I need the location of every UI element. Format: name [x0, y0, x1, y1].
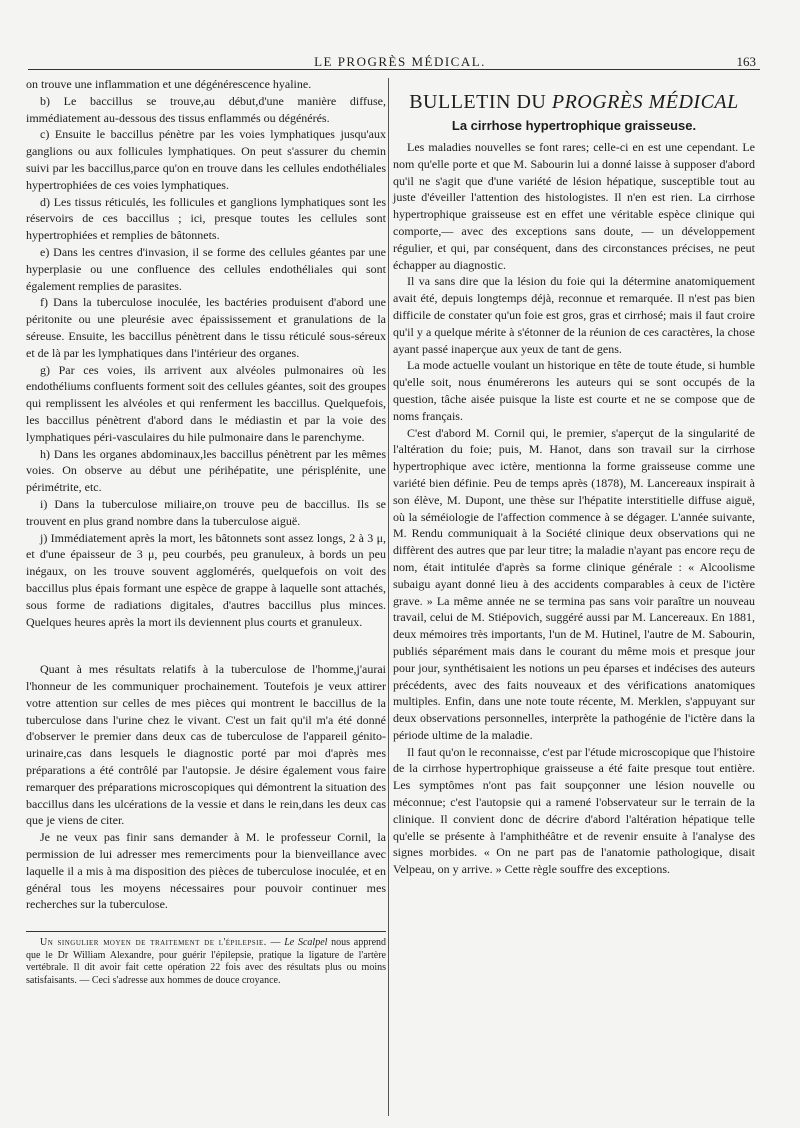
paragraph: j) Immédiatement après la mort, les bâtonnets sont assez longs, 2 à 3 μ, et d'une épaisseur de 3 μ, peu courbés, peu granuleux, à bords un peu inégaux, on les trouve souvent agglomérés, quelquefois on voit des baccillus plus épais formant une espèce de grappe à laquelle sont attachés, sous forme de radiations digitales, d'autres baccillus plus minces. Quelques heures après la mort ils deviennent plus courts et granuleux.	[26, 530, 386, 629]
paragraph: C'est d'abord M. Cornil qui, le premier, s'aperçut de la singularité de l'altération du foie; puis, M. Hanot, dans son travail sur la cirrhose hypertrophique avec ictère, mentionna la forme graisseuse comme une variété bien définie. Peu de temps après (1878), M. Lancereaux inspirait à son élève, M. Dupont, une thèse sur l'hépatite interstitielle diffuse aiguë, où la séméiologie de l'affection commence à se dégager. L'année suivante, M. Rendu communiquait à la Société clinique deux observations qui ne diffèrent des autres que par leur titre; la maladie n'ayant pas encore reçu de nom, était intitulée d'après sa forme clinique générale : « Alcoolisme subaigu ayant donné lieu à des accidents comparables à ceux de l'ictère grave. » La même année ne se termina pas sans voir paraître un nouveau travail, celui de M. Stiépovich, suggéré aussi par M. Lancereaux. En 1881, deux mémoires très importants, l'un de M. Hutinel, l'autre de M. Sabourin, publiés séparément mais dans le courant du même mois et presque jour pour jour, synthétisaient les notions un peu éparses et indécises des auteurs précédents, avec des faits nouveaux et des vérifications anatomiques multiples. Enfin, dans une note toute récente, M. Merklen, s'appuyant sur deux observations personnelles, interprète la pathogénie de l'ictère dans la période ultime de la maladie.	[393, 425, 755, 742]
bulletin-heading-plain: BULLETIN DU	[409, 91, 547, 113]
paragraph: i) Dans la tuberculose miliaire,on trouve peu de baccillus. Ils se trouvent en plus grand nombre dans la tuberculose aiguë.	[26, 496, 386, 528]
paragraph: e) Dans les centres d'invasion, il se forme des cellules géantes par une hyperplasie ou une confluence des cellules endothéliales qui sont également remplies de parasites.	[26, 244, 386, 293]
footnote-dash: —	[270, 937, 281, 949]
bulletin-heading-italic: PROGRÈS MÉDICAL	[551, 91, 739, 113]
paragraph: Je ne veux pas finir sans demander à M. le professeur Cornil, la permission de lui adresser mes remerciments pour la bienveillance avec laquelle il a mis à ma disposition des pièces de tuberculose inoculée, et en général tous les moyens nécessaires pour pouvoir continuer mes recherches sur la tuberculose.	[26, 830, 386, 912]
footnote-title: Un singulier moyen de traitement de l'épilepsie.	[40, 937, 267, 949]
paragraph: Il va sans dire que la lésion du foie qui la détermine anatomiquement avait été, depuis longtemps déjà, reconnue et remarquée. Il n'est pas bien difficile de constater qu'un foie est gros, gras et cirrhosé; mais il faut croire qu'il y a quelque mérite à s'étonner de la réunion de ces caractères, la chose ayant passé inaperçue aux yeux de tant de gens.	[393, 274, 755, 356]
paragraph: La mode actuelle voulant un historique en tête de toute étude, si humble qu'elle soit, nous énumérerons les auteurs qui se sont occupés de la question, tâche aisée puisque la liste est courte et ne se compose que de noms français.	[393, 358, 755, 423]
paragraph: d) Les tissus réticulés, les follicules et ganglions lymphatiques sont les réservoirs de ces baccillus ; ici, presque toutes les cellules sont hypertrophiées et remplies de bâtonnets.	[26, 194, 386, 243]
page-number: 163	[736, 54, 756, 69]
footnote-source: Le Scalpel	[284, 937, 328, 949]
article-title: La cirrhose hypertrophique graisseuse.	[451, 118, 697, 133]
column-divider	[388, 78, 389, 1116]
paragraph: g) Par ces voies, ils arrivent aux alvéoles pulmonaires où les endothéliums confluents forment soit des cellules géantes, soit des groupes qui remplissent les alvéoles et qui renferment les baccillus. Quelquefois, les baccillus pénètrent d'abord dans le médiastin et par la voie des lymphatiques péri-vasculaires du hile pulmonaire dans le parenchyme.	[26, 362, 386, 444]
paragraph: on trouve une inflammation et une dégénérescence hyaline.	[26, 77, 312, 91]
paragraph: b) Le baccillus se trouve,au début,d'une manière diffuse, immédiatement au-dessous des tissus enflammés ou dégénérés.	[26, 93, 386, 125]
paragraph: Il faut qu'on le reconnaisse, c'est par l'étude microscopique que l'histoire de la cirrhose hypertrophique graisseuse a été faite presque tout entière. Les symptômes n'ont pas fait soupçonner une lésion nouvelle ou méconnue; c'est l'autopsie qui a ramené l'observateur sur le terrain de la clinique. Il convient donc de décrire d'abord l'altération hépatique telle qu'elle se présente à l'amphithéâtre et de revenir ensuite à l'analyse des signes morbides. « On ne part pas de l'anatomie pathologique, disait Velpeau, on y arrive. » Cette règle souffre des exceptions.	[393, 744, 755, 877]
footnote-rule	[26, 931, 386, 932]
paragraph: Les maladies nouvelles se font rares; celle-ci en est une cependant. Le nom qu'elle porte et que M. Sabourin lui a donné laisse à supposer d'abord qu'il ne s'agit que d'une variété de lésion hépatique, susceptible tout au juste d'éveiller l'attention des histologistes. Il n'en est rien. La cirrhose hypertrophique graisseuse est en effet une véritable espèce clinique qui comporte,— avec des exceptions sans doute, — un développement régulier, et qui, par conséquent, dans des circonstances précises, ne peut échapper au diagnostic.	[393, 140, 755, 272]
bulletin-heading	[393, 90, 755, 114]
page-header	[0, 54, 800, 70]
paragraph: f) Dans la tuberculose inoculée, les bactéries produisent d'abord une péritonite ou une pleurésie avec épaississement et granulations de la séreuse. Ensuite, les baccillus pénètrent dans le tissu réticulé sous-séreux et de là par les lymphatiques dans l'intérieur des organes.	[26, 295, 386, 360]
header-rule	[28, 69, 760, 70]
paragraph: c) Ensuite le baccillus pénètre par les voies lymphatiques jusqu'aux ganglions ou aux follicules lymphatiques. On peut s'assurer du chemin suivi par les baccillus,parce qu'on en trouve dans les cellules endothéliales hypertrophiées de ces voies lymphatiques.	[26, 127, 386, 192]
left-column	[26, 76, 386, 988]
paragraph: h) Dans les organes abdominaux,les baccillus pénètrent par les mêmes voies. On observe au début une périhépatite, une périsplénite, une périmétrite, etc.	[26, 446, 386, 495]
footnote	[26, 937, 386, 987]
running-title: LE PROGRÈS MÉDICAL.	[314, 54, 486, 69]
footnote-text: nous apprend que le Dr William Alexandre, pour guérir l'épilepsie, pratique la ligature de l'artère vertébrale. Il dit avoir fait cette opération 22 fois avec des résultats plus ou moins satisfaisants. — Ceci s'adresse aux hommes de douce croyance.	[26, 937, 387, 987]
right-column	[393, 76, 755, 878]
paragraph: Quant à mes résultats relatifs à la tuberculose de l'homme,j'aurai l'honneur de les communiquer prochainement. Toutefois je veux attirer votre attention sur celles de mes pièces qui montrent le baccillus de la tuberculose dans l'urine chez le vivant. C'est un fait qu'il m'a été donné d'observer le premier dans deux cas de tuberculose de l'appareil génito-urinaire,cas dans lesquels le diagnostic porté par moi d'après mes préparations a été contrôlé par l'autopsie. Je désire également vous faire remarquer des préparations microscopiques qui démontrent la situation des baccillus dans les ulcérations de la vessie et dans le rein,dans les deux cas que je viens de citer.	[26, 662, 386, 828]
